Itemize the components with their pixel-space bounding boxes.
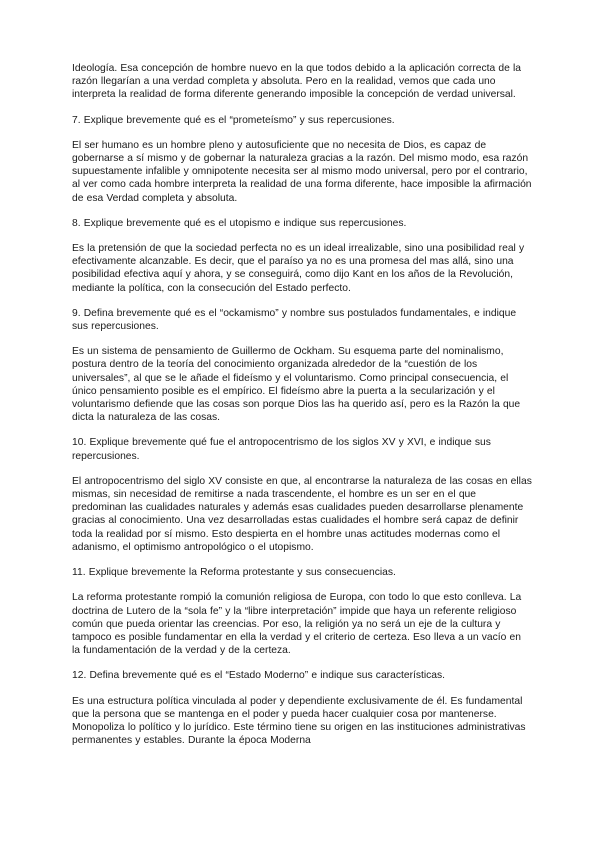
answer-paragraph: La reforma protestante rompió la comunión religiosa de Europa, con todo lo que esto conlleva. La doctrina de Lutero de la “sola fe” y la “libre interpretación” impide que haya un referente religioso común que pueda orientar las creencias. Por eso, la religión ya no será un eje de la cultura y tampoco es posible fundamentar en ella la verdad y el criterio de certeza. Eso lleva a un vacío en la fundamentación de la verdad y de la certeza. [72,592,522,657]
question-7: 7. Explique brevemente qué es el “prometeísmo” y sus repercusiones. [72,114,395,126]
answer-paragraph: El ser humano es un hombre pleno y autosuficiente que no necesita de Dios, es capaz de gobernarse a sí mismo y de gobernar la naturaleza gracias a la razón. Del mismo modo, esa razón supuestamente infalible y omnipotente necesita ser al mismo modo universal, pero por el contrario, al ver como cada hombre interpreta la realidad de una forma diferente, hace imposible la afirmación de esa Verdad completa y absoluta. [72,139,532,204]
answer-paragraph: El antropocentrismo del siglo XV consiste en que, al encontrarse la naturaleza de las cosas en ellas mismas, sin necesidad de remitirse a nada trascendente, el hombre es un ser en el que predominan las cualidades naturales y además esas cualidades pueden desarrollarse plenamente gracias al conocimiento. Una vez desarrolladas estas cualidades el hombre será capaz de definir toda la realidad por sí mismo. Esto despierta en el hombre unas actitudes modernas como el adanismo, el optimismo antropológico o el utopismo. [72,475,532,553]
answer-paragraph: Ideología. Esa concepción de hombre nuevo en la que todos debido a la aplicación correcta de la razón llegarían a una verdad completa y absoluta. Pero en la realidad, vemos que cada uno interpreta la realidad de forma diferente generando imposible la concepción de verdad universal. [72,63,522,101]
document-page [72,62,532,759]
question-10: 10. Explique brevemente qué fue el antropocentrismo de los siglos XV y XVI, e indique sus repercusiones. [72,437,491,462]
question-8: 8. Explique brevemente qué es el utopismo e indique sus repercusiones. [72,217,407,229]
question-9: 9. Defina brevemente qué es el “ockamismo” y nombre sus postulados fundamentales, e indique sus repercusiones. [72,307,517,333]
question-11: 11. Explique brevemente la Reforma protestante y sus consecuencias. [72,567,396,579]
answer-paragraph: Es un sistema de pensamiento de Guillermo de Ockham. Su esquema parte del nominalismo, postura dentro de la teoría del conocimiento organizada alrededor de la “cuestión de los universales”, al que se le añade el fideísmo y el voluntarismo. Como principal consecuencia, el único pensamiento posible es el empírico. El fideísmo abre la puerta a la secularización y el voluntarismo defiende que las cosas son porque Dios las ha querido así, pero es la Razón la que dicta la naturaleza de las cosas. [72,346,521,424]
answer-paragraph: Es una estructura política vinculada al poder y dependiente exclusivamente de él. Es fundamental que la persona que se mantenga en el poder y pueda hacer cualquier cosa por mantenerse. Monopoliza lo político y lo jurídico. Este término tiene su origen en las instituciones administrativas permanentes y estables. Durante la época Moderna [72,695,526,747]
answer-paragraph: Es la pretensión de que la sociedad perfecta no es un ideal irrealizable, sino una posibilidad real y efectivamente alcanzable. Es decir, que el paraíso ya no es una promesa del mas allá, sino una posibilidad efectiva aquí y ahora, y se conseguirá, como dijo Kant en los años de la Revolución, mediante la política, con la consecución del Estado perfecto. [72,243,525,294]
question-12: 12. Defina brevemente qué es el “Estado Moderno” e indique sus características. [72,670,446,682]
